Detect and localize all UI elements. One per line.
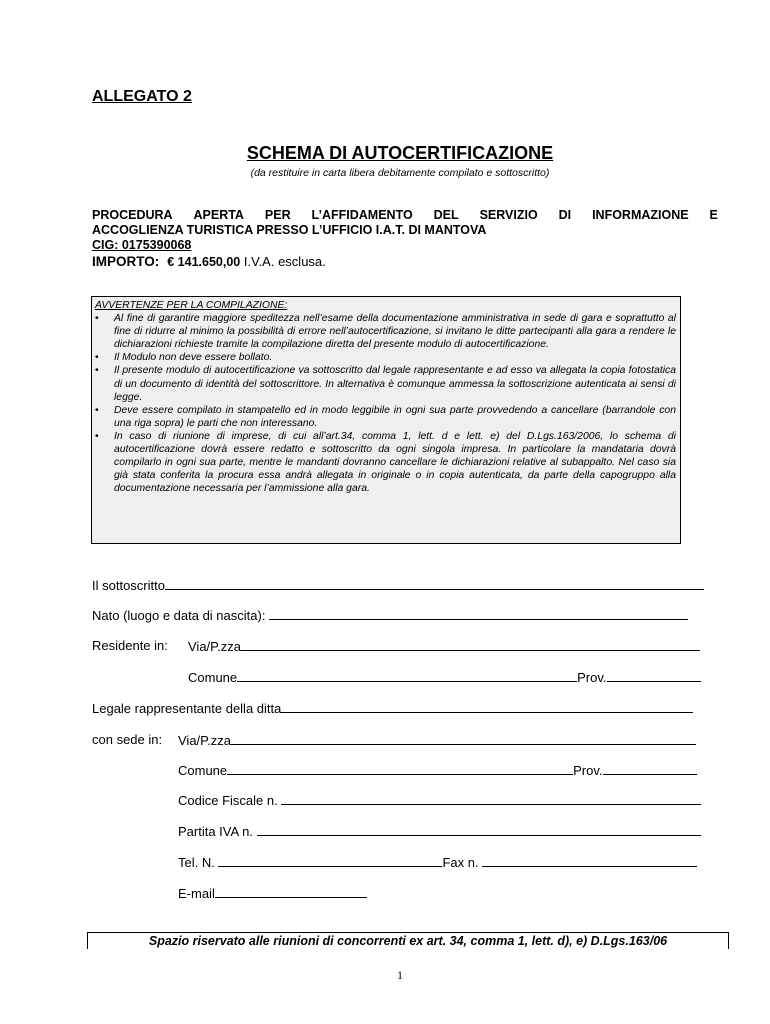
allegato-label: ALLEGATO 2 bbox=[92, 88, 192, 105]
page-number: 1 bbox=[397, 968, 403, 982]
avvertenze-item: • Deve essere compilato in stampatello ed in modo leggibile in ogni sua parte provvedendo a cancellare (barrandole con una riga sopra) le parti che non interessano. bbox=[95, 404, 676, 430]
avvertenze-box bbox=[91, 296, 681, 544]
residente-prov-label: Prov. bbox=[577, 670, 607, 685]
procedura-word: INFORMAZIONE bbox=[592, 208, 689, 222]
avvertenze-list bbox=[95, 312, 676, 495]
nato-row bbox=[92, 607, 688, 623]
cig-code: CIG: 0175390068 bbox=[92, 238, 192, 252]
importo-row bbox=[92, 254, 326, 269]
document-title: SCHEMA DI AUTOCERTIFICAZIONE bbox=[246, 143, 554, 163]
importo-label: IMPORTO: bbox=[92, 254, 160, 269]
nato-field[interactable] bbox=[269, 607, 688, 620]
residente-comune-row bbox=[188, 669, 701, 685]
residente-via-field[interactable] bbox=[241, 638, 700, 651]
avvertenze-item: • In caso di riunione di imprese, di cui all’art.34, comma 1, lett. d e lett. e) del D.Lgs.163/2006, lo schema di autocertificazione dovrà essere redatto e sottoscritto da ogni singola impresa. In particolare la mandataria dovrà compilarlo in ogni sua parte, mentre le mandanti dovranno cancellare le dichiarazioni relative al subappalto. Nel caso sia già stata conferita la procura essa andrà allegata in originale o in copia autenticata, da parte della capogruppo alla documentazione necessaria per l’ammissione alla gara. bbox=[95, 430, 676, 495]
legale-label: Legale rappresentante della ditta bbox=[92, 701, 282, 716]
procedura-heading bbox=[92, 208, 718, 238]
avvertenze-heading: AVVERTENZE PER LA COMPILAZIONE: bbox=[95, 300, 288, 311]
procedura-word: E bbox=[709, 208, 718, 222]
tel-label: Tel. N. bbox=[178, 855, 219, 870]
procedura-word: SERVIZIO bbox=[479, 208, 538, 222]
sede-via-label: Via/P.zza bbox=[178, 733, 232, 748]
residente-row bbox=[92, 638, 168, 653]
fax-label: Fax n. bbox=[442, 855, 483, 870]
email-field[interactable] bbox=[215, 885, 367, 898]
sede-comune-row bbox=[178, 762, 697, 778]
procedura-word: DI bbox=[558, 208, 572, 222]
partita-iva-label: Partita IVA n. bbox=[178, 824, 257, 839]
residente-label: Residente in: bbox=[92, 638, 168, 653]
legale-row bbox=[92, 700, 693, 716]
sede-prov-field[interactable] bbox=[603, 762, 697, 775]
tel-fax-row bbox=[178, 854, 697, 870]
residente-via-row bbox=[188, 638, 700, 654]
procedura-word: PROCEDURA bbox=[92, 208, 173, 222]
partita-iva-field[interactable] bbox=[257, 823, 701, 836]
legale-field[interactable] bbox=[281, 700, 693, 713]
fax-field[interactable] bbox=[482, 854, 697, 867]
email-label: E-mail bbox=[178, 886, 215, 901]
partita-iva-row bbox=[178, 823, 701, 839]
document-subtitle: (da restituire in carta libera debitamente compilato e sottoscritto) bbox=[250, 167, 550, 179]
avvertenze-item: • Il Modulo non deve essere bollato. bbox=[95, 351, 676, 364]
procedura-word: APERTA bbox=[193, 208, 244, 222]
sede-via-field[interactable] bbox=[231, 732, 696, 745]
sottoscritto-field[interactable] bbox=[165, 577, 704, 590]
sede-prov-label: Prov. bbox=[573, 763, 603, 778]
codice-fiscale-row bbox=[178, 792, 701, 808]
importo-note: I.V.A. esclusa. bbox=[240, 254, 326, 269]
sede-comune-field[interactable] bbox=[227, 762, 573, 775]
codice-fiscale-field[interactable] bbox=[281, 792, 701, 805]
importo-value: € 141.650,00 bbox=[167, 255, 241, 269]
procedura-word: DEL bbox=[433, 208, 459, 222]
residente-prov-field[interactable] bbox=[607, 669, 701, 682]
procedura-word: L’AFFIDAMENTO bbox=[311, 208, 413, 222]
sede-via-row bbox=[178, 732, 696, 748]
sottoscritto-row bbox=[92, 577, 704, 593]
sede-label: con sede in: bbox=[92, 732, 163, 747]
sede-row bbox=[92, 732, 162, 747]
procedura-line-1 bbox=[92, 208, 718, 223]
tel-field[interactable] bbox=[218, 854, 442, 867]
residente-comune-label: Comune bbox=[188, 670, 238, 685]
residente-comune-field[interactable] bbox=[237, 669, 577, 682]
email-row bbox=[178, 885, 367, 901]
procedura-word: PER bbox=[264, 208, 291, 222]
sottoscritto-label: Il sottoscritto bbox=[92, 578, 165, 593]
sede-comune-label: Comune bbox=[178, 763, 228, 778]
residente-via-label: Via/P.zza bbox=[188, 639, 242, 654]
procedura-line-2: ACCOGLIENZA TURISTICA PRESSO L’UFFICIO I.A.T. DI MANTOVA bbox=[92, 223, 487, 237]
codice-fiscale-label: Codice Fiscale n. bbox=[178, 793, 282, 808]
avvertenze-item: • Il presente modulo di autocertificazione va sottoscritto dal legale rappresentante e ad esso va allegata la copia fotostatica di un documento di identità del sottoscrittore. In alternativa è comunque ammessa la sottoscrizione autenticata ai sensi di legge. bbox=[95, 364, 676, 403]
spazio-riservato-box: Spazio riservato alle riunioni di concorrenti ex art. 34, comma 1, lett. d), e) D.Lgs.163/06 bbox=[87, 932, 729, 949]
avvertenze-item: • Al fine di garantire maggiore speditezza nell’esame della documentazione amministrativa in sede di gara e soprattutto al fine di ridurre al minimo la possibilità di errore nell’autocertificazione, si invitano le ditte partecipanti alla gara a rendere le dichiarazioni richieste tramite la compilazione diretta del presente modulo di autocertificazione. bbox=[95, 312, 676, 351]
nato-label: Nato (luogo e data di nascita): bbox=[92, 608, 270, 623]
